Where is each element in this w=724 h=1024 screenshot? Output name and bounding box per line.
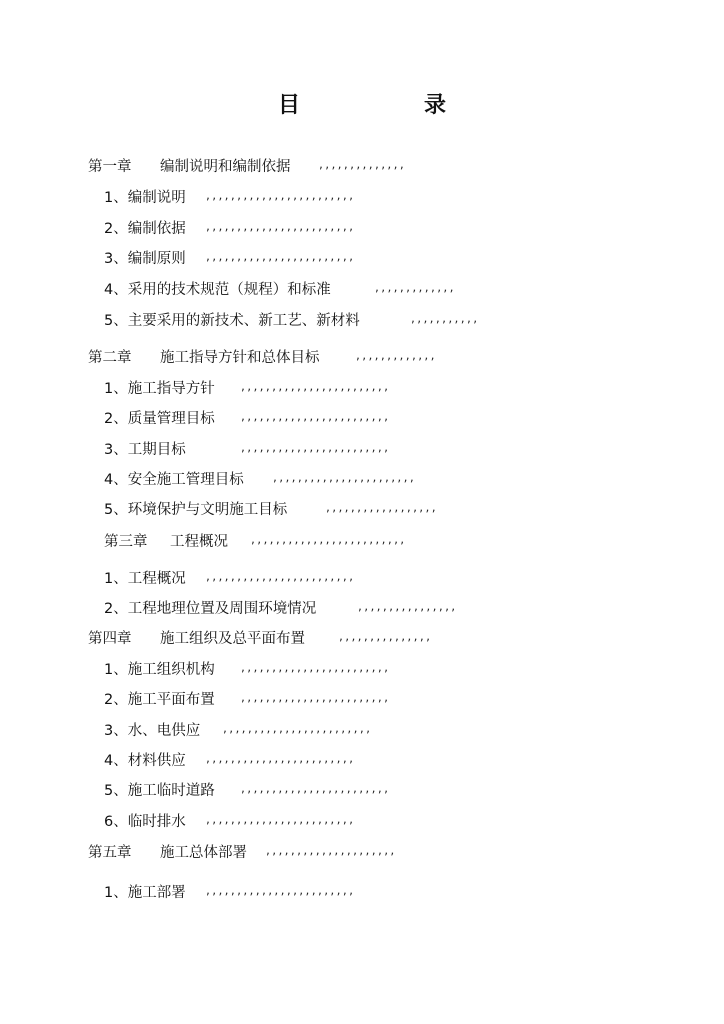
toc-entry-title: 1、施工部署 <box>104 885 186 901</box>
toc-entry-title: 3、水、电供应 <box>104 723 201 739</box>
title-right-char: 录 <box>424 93 447 118</box>
toc-dot-leader: ,,,,,,,,,,,,,,,,,,,,, <box>265 846 396 857</box>
toc-entry-title: 1、施工指导方针 <box>104 381 215 397</box>
toc-entry-title: 5、主要采用的新技术、新工艺、新材料 <box>104 313 360 329</box>
toc-section-entry <box>0 569 724 589</box>
toc-entry-title: 3、编制原则 <box>104 251 186 267</box>
toc-dot-leader: ,,,,,,,,,,,,,,,,,,,,,,,, <box>205 191 355 202</box>
toc-dot-leader: ,,,,,,,,,,,,,,,, <box>357 602 457 613</box>
toc-entry-title: 1、工程概况 <box>104 571 186 587</box>
toc-dot-leader: ,,,,,,,,,,,,,,,,,,,,,,,, <box>240 663 390 674</box>
toc-chapter-number: 第三章 <box>104 534 148 550</box>
toc-entry-title: 4、材料供应 <box>104 753 186 769</box>
toc-section-entry <box>0 311 724 331</box>
toc-section-entry <box>0 280 724 300</box>
toc-section-entry <box>0 188 724 208</box>
toc-dot-leader: ,,,,,,,,,,,,,,,,,,,,,,,, <box>205 222 355 233</box>
toc-entry-title: 6、临时排水 <box>104 814 186 830</box>
toc-chapter-number: 第五章 <box>88 845 132 861</box>
toc-section-entry <box>0 690 724 710</box>
toc-section-entry <box>0 440 724 460</box>
toc-dot-leader: ,,,,,,,,,,,,,,,,,,,,,,,, <box>240 693 390 704</box>
toc-entry-title: 3、工期目标 <box>104 442 186 458</box>
toc-entry-title: 2、工程地理位置及周围环境情况 <box>104 601 317 617</box>
toc-section-entry <box>0 721 724 741</box>
toc-dot-leader: ,,,,,,,,,,,,,,,,,,,,,,,, <box>205 572 355 583</box>
toc-section-entry <box>0 599 724 619</box>
toc-dot-leader: ,,,,,,,,,,,,,,,,,,,,,,,, <box>205 886 355 897</box>
toc-dot-leader: ,,,,,,,,,,,,,,,,,,,,,,,, <box>205 252 355 263</box>
toc-dot-leader: ,,,,,,,,,,,,, <box>355 351 436 362</box>
toc-chapter-entry <box>0 843 724 863</box>
toc-entry-title: 施工指导方针和总体目标 <box>160 350 320 366</box>
toc-chapter-number: 第二章 <box>88 350 132 366</box>
toc-dot-leader: ,,,,,,,,,,,,,,,,,,,,,,,, <box>222 724 372 735</box>
toc-entry-title: 2、编制依据 <box>104 221 186 237</box>
toc-chapter-entry <box>0 157 724 177</box>
toc-section-entry <box>0 249 724 269</box>
toc-dot-leader: ,,,,,,,,,,, <box>410 314 479 325</box>
toc-chapter-entry <box>0 532 724 552</box>
toc-entry-title: 工程概况 <box>170 534 228 550</box>
toc-section-entry <box>0 883 724 903</box>
toc-dot-leader: ,,,,,,,,,,,,,,,,,,,,,,,, <box>240 784 390 795</box>
toc-section-entry <box>0 660 724 680</box>
toc-chapter-number: 第四章 <box>88 631 132 647</box>
toc-dot-leader: ,,,,,,,,,,,,,,,,,, <box>325 503 437 514</box>
toc-entry-title: 编制说明和编制依据 <box>160 159 291 175</box>
toc-section-entry <box>0 781 724 801</box>
toc-dot-leader: ,,,,,,,,,,,,,,,,,,,,,,,, <box>240 443 390 454</box>
toc-dot-leader: ,,,,,,,,,,,,,,, <box>338 632 432 643</box>
toc-chapter-entry <box>0 348 724 368</box>
toc-dot-leader: ,,,,,,,,,,,,,,,,,,,,,,, <box>272 473 416 484</box>
toc-entry-title: 5、环境保护与文明施工目标 <box>104 502 288 518</box>
toc-section-entry <box>0 812 724 832</box>
toc-section-entry <box>0 500 724 520</box>
toc-section-entry <box>0 379 724 399</box>
toc-entry-title: 5、施工临时道路 <box>104 783 215 799</box>
toc-dot-leader: ,,,,,,,,,,,,,,,,,,,,,,,, <box>240 382 390 393</box>
toc-entry-title: 2、施工平面布置 <box>104 692 215 708</box>
toc-entry-title: 施工总体部署 <box>160 845 247 861</box>
toc-entry-title: 施工组织及总平面布置 <box>160 631 305 647</box>
toc-section-entry <box>0 409 724 429</box>
toc-chapter-number: 第一章 <box>88 159 132 175</box>
toc-dot-leader: ,,,,,,,,,,,,,,,,,,,,,,,, <box>205 815 355 826</box>
toc-section-entry <box>0 470 724 490</box>
toc-chapter-entry <box>0 629 724 649</box>
toc-entry-title: 2、质量管理目标 <box>104 411 215 427</box>
toc-section-entry <box>0 219 724 239</box>
toc-dot-leader: ,,,,,,,,,,,,, <box>374 283 455 294</box>
title-left-char: 目 <box>278 93 301 118</box>
toc-entry-title: 4、安全施工管理目标 <box>104 472 244 488</box>
toc-section-entry <box>0 751 724 771</box>
toc-dot-leader: ,,,,,,,,,,,,,, <box>318 160 406 171</box>
toc-dot-leader: ,,,,,,,,,,,,,,,,,,,,,,,, <box>240 412 390 423</box>
toc-dot-leader: ,,,,,,,,,,,,,,,,,,,,,,,, <box>205 754 355 765</box>
toc-dot-leader: ,,,,,,,,,,,,,,,,,,,,,,,,, <box>250 535 406 546</box>
toc-entry-title: 1、编制说明 <box>104 190 186 206</box>
toc-entry-title: 4、采用的技术规范（规程）和标准 <box>104 282 331 298</box>
toc-entry-title: 1、施工组织机构 <box>104 662 215 678</box>
